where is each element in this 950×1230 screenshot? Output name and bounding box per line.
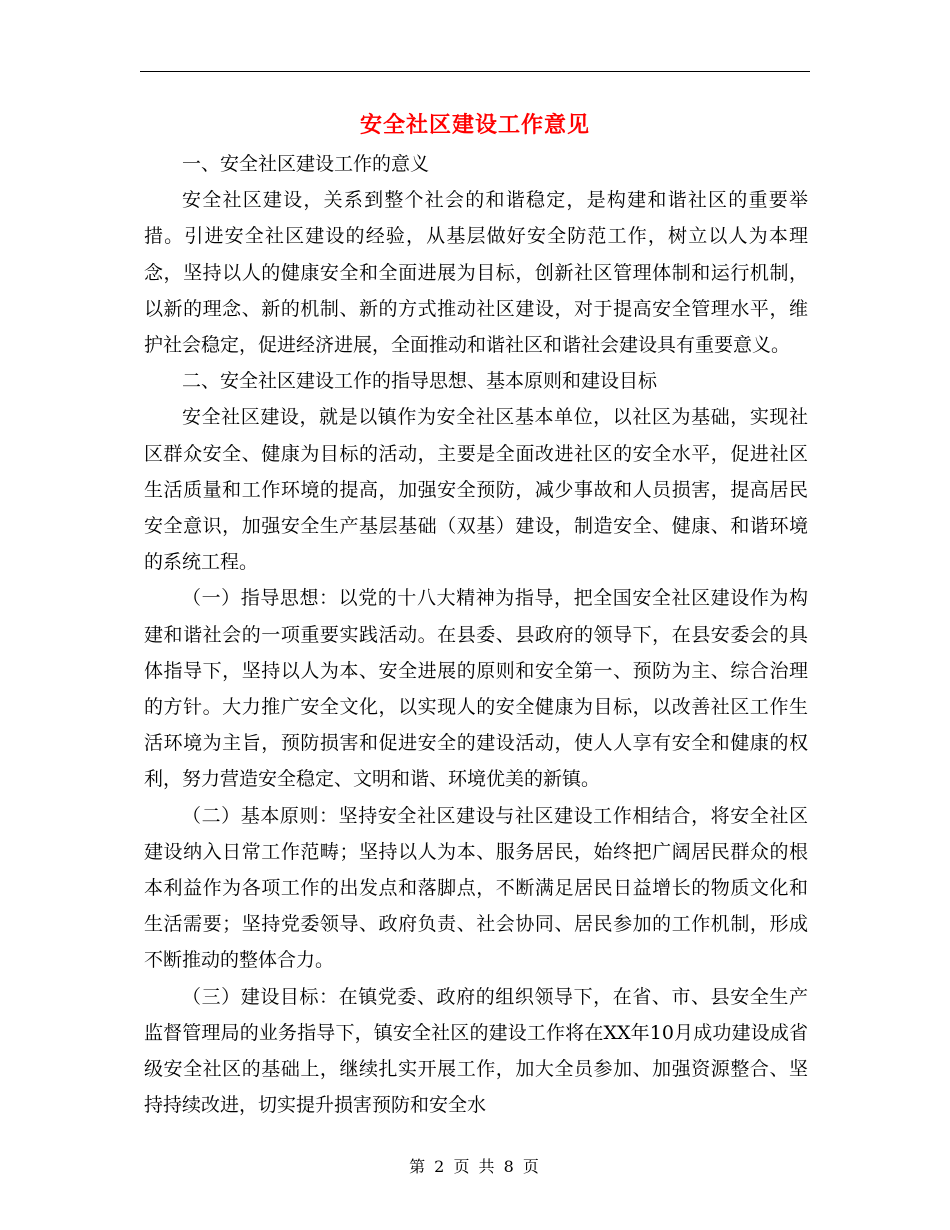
section-heading-1: 一、安全社区建设工作的意义 <box>182 153 430 175</box>
document-title: 安全社区建设工作意见 <box>359 112 590 138</box>
header-rule <box>140 71 810 72</box>
paragraph-basic-principles: （二）基本原则：坚持安全社区建设与社区建设工作相结合，将安全社区建设纳入日常工作范畴；坚持以人为本、服务居民，始终把广阔居民群众的根本利益作为各项工作的出发点和落脚点，不断满足居民日益增长的物质文化和生活需要；坚持党委领导、政府负责、社会协同、居民参加的工作机制，形成不断推动的整体合力。 <box>144 804 808 972</box>
paragraph-significance: 安全社区建设，关系到整个社会的和谐稳定，是构建和谐社区的重要举措。引进安全社区建设的经验，从基层做好安全防范工作，树立以人为本理念，坚持以人的健康安全和全面进展为目标，创新社区管理体制和运行机制，以新的理念、新的机制、新的方式推动社区建设，对于提高安全管理水平，维护社会稳定，促进经济进展，全面推动和谐社区和谐社会建设具有重要意义。 <box>144 189 808 357</box>
paragraph-guiding-ideology: （一）指导思想：以党的十八大精神为指导，把全国安全社区建设作为构建和谐社会的一项重要实践活动。在县委、县政府的领导下，在县安委会的具体指导下，坚持以人为本、安全进展的原则和安全第一、预防为主、综合治理的方针。大力推广安全文化，以实现人的安全健康为目标，以改善社区工作生活环境为主旨，预防损害和促进安全的建设活动，使人人享有安全和健康的权利，努力营造安全稳定、文明和谐、环境优美的新镇。 <box>144 587 808 791</box>
document-body <box>144 146 808 1123</box>
paragraph-definition: 安全社区建设，就是以镇作为安全社区基本单位，以社区为基础，实现社区群众安全、健康为目标的活动，主要是全面改进社区的安全水平，促进社区生活质量和工作环境的提高，加强安全预防，减少事故和人员损害，提高居民安全意识，加强安全生产基层基础（双基）建设，制造安全、健康、和谐环境的系统工程。 <box>144 406 808 574</box>
paragraph-construction-goals: （三）建设目标：在镇党委、政府的组织领导下，在省、市、县安全生产监督管理局的业务指导下，镇安全社区的建设工作将在XX年10月成功建设成省级安全社区的基础上，继续扎实开展工作，加大全员参加、加强资源整合、坚持持续改进，切实提升损害预防和安全水 <box>144 985 808 1117</box>
page-footer: 第 2 页 共 8 页 <box>409 1157 541 1176</box>
section-heading-2: 二、安全社区建设工作的指导思想、基本原则和建设目标 <box>182 370 658 393</box>
